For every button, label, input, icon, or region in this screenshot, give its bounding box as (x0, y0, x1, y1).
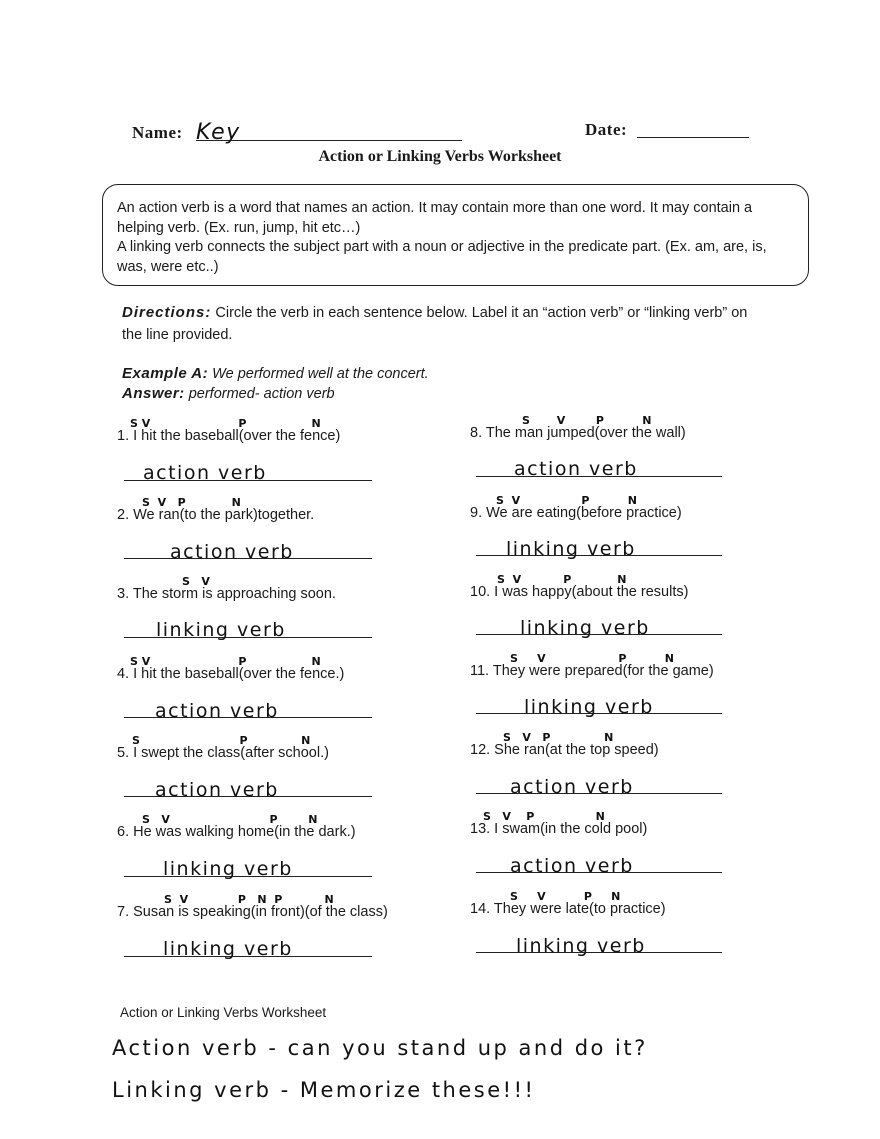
answer-line (124, 480, 372, 481)
answer-line (476, 952, 722, 953)
answer-text: linking verb (520, 617, 650, 639)
answer-line (476, 634, 722, 635)
question-marks: S V P N (496, 494, 637, 507)
answer-line (124, 717, 372, 718)
answer-text: linking verb (524, 696, 654, 718)
question-sentence: 4. I hit the baseball(over the fence.) (117, 666, 345, 682)
question-marks: S V P N (503, 731, 614, 744)
question-marks: S V P N (142, 813, 318, 826)
example (122, 364, 429, 404)
answer-line (124, 637, 372, 638)
question-marks: S V P N (142, 496, 241, 509)
question-sentence: 2. We ran(to the park)together. (117, 507, 315, 523)
question-sentence: 3. The storm is approaching soon. (117, 586, 336, 602)
question-marks: S V P N (510, 652, 674, 665)
question-sentence: 7. Susan is speaking(in front)(of the class) (117, 904, 388, 920)
answer-text: linking verb (156, 619, 286, 641)
question-marks: S V P N P N (164, 893, 334, 906)
answer-text: action verb (510, 855, 634, 877)
answer-text: linking verb (506, 538, 636, 560)
date-line (637, 137, 749, 138)
answer-text: linking verb (516, 935, 646, 957)
question-sentence: 8. The man jumped(over the wall) (470, 425, 686, 441)
linking-verb-note: Linking verb - Memorize these!!! (112, 1078, 536, 1102)
answer-line (476, 476, 722, 477)
answer-line (124, 956, 372, 957)
name-label: Name: (132, 123, 183, 142)
answer-text: action verb (514, 458, 638, 480)
question-sentence: 12. She ran(at the top speed) (470, 742, 659, 758)
answer-line (124, 558, 372, 559)
question-sentence: 1. I hit the baseball(over the fence) (117, 428, 341, 444)
answer-line (476, 793, 722, 794)
worksheet-title: Action or Linking Verbs Worksheet (318, 148, 562, 165)
question-sentence: 5. I swept the class(after school.) (117, 745, 329, 761)
example-sentence: We performed well at the concert. (212, 366, 429, 382)
date-label: Date: (585, 120, 628, 139)
directions-label: Directions: (122, 304, 212, 321)
answer-text: action verb (170, 541, 294, 563)
question-marks: S V (182, 575, 210, 588)
question-marks: S V P N (130, 417, 321, 430)
linking-verb-definition: A linking verb connects the subject part with a noun or adjective in the predicate part. (Ex. am, are, is, was, were etc..) (117, 239, 767, 275)
question-marks: S V P N (483, 810, 605, 823)
action-verb-note: Action verb - can you stand up and do it? (112, 1036, 648, 1060)
question-marks: S V P N (497, 573, 627, 586)
question-marks: S V P N (510, 890, 621, 903)
footer-label: Action or Linking Verbs Worksheet (120, 1005, 327, 1020)
question-sentence: 6. He was walking home(in the dark.) (117, 824, 356, 840)
answer-line (124, 796, 372, 797)
question-sentence: 13. I swam(in the cold pool) (470, 821, 648, 837)
answer-text: action verb (143, 462, 267, 484)
question-sentence: 9. We are eating(before practice) (470, 505, 682, 521)
example-label: Example A: (122, 365, 209, 382)
name-value: Key (196, 120, 241, 145)
answer-text: action verb (155, 700, 279, 722)
question-marks: S V P N (130, 655, 321, 668)
question-sentence: 10. I was happy(about the results) (470, 584, 689, 600)
action-verb-definition: An action verb is a word that names an action. It may contain more than one word. It may contain a helping verb. (Ex. run, jump, hit etc…) (117, 200, 753, 236)
answer-text: linking verb (163, 858, 293, 880)
answer-text: action verb (155, 779, 279, 801)
directions-text: Circle the verb in each sentence below. Label it an “action verb” or “linking verb” on the line provided. (122, 305, 748, 343)
name-line (196, 140, 462, 141)
example-answer: performed- action verb (188, 386, 335, 402)
question-marks: S V P N (522, 414, 652, 427)
answer-line (476, 713, 722, 714)
question-marks: S P N (132, 734, 311, 747)
question-sentence: 11. They were prepared(for the game) (470, 663, 714, 679)
answer-text: action verb (510, 776, 634, 798)
answer-line (476, 555, 722, 556)
directions (122, 302, 762, 346)
answer-text: linking verb (163, 938, 293, 960)
answer-line (124, 876, 372, 877)
question-sentence: 14. They were late(to practice) (470, 901, 666, 917)
definitions-box (102, 184, 809, 286)
answer-label: Answer: (122, 385, 185, 402)
answer-line (476, 872, 722, 873)
